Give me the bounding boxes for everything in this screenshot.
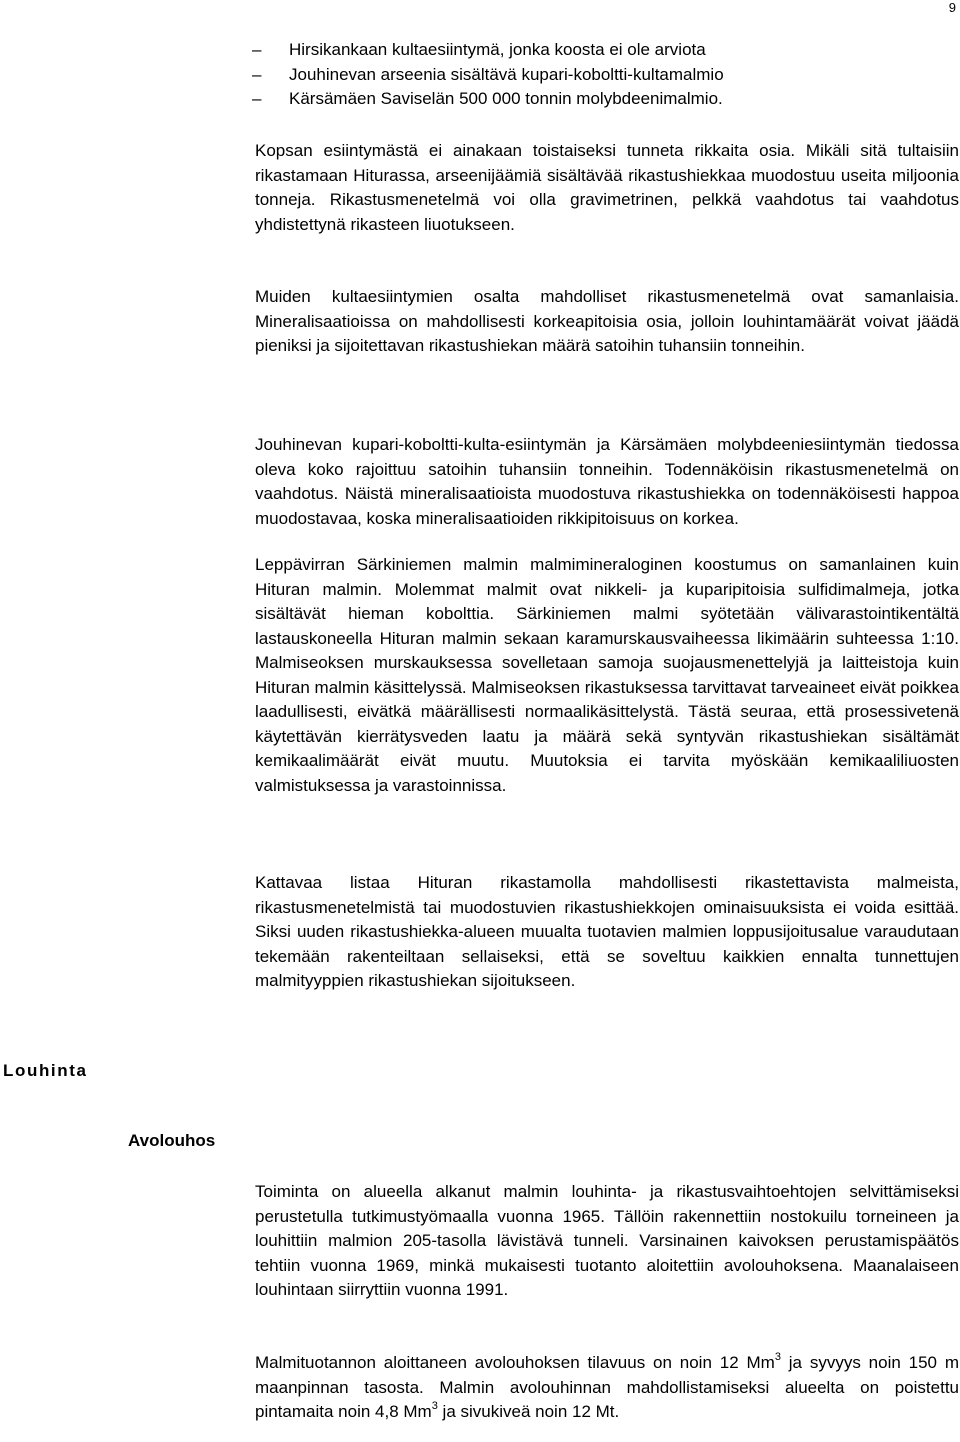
paragraph-malmituotanto — [255, 1351, 959, 1425]
paragraph-muut-kultaesiintymat: Muiden kultaesiintymien osalta mahdolliset rikastusmenetelmä ovat samanlaisia. Mineralisaatioissa on mahdollisesti korkeapitoisia osia, jolloin louhintamäärät voivat jäädä pieniksi ja sijoitettavan rikastushiekan määrä satoihin tuhansiin tonneihin. — [255, 287, 959, 355]
bullet-dash: – — [252, 64, 262, 84]
superscript: 3 — [774, 1351, 781, 1364]
bullet-list — [252, 38, 952, 112]
bullet-item — [252, 63, 952, 88]
section-heading-louhinta: Louhinta — [3, 1061, 88, 1080]
paragraph-jouhineva-karsamaki: Jouhinevan kupari-koboltti-kulta-esiintymän ja Kärsämäen molybdeeniesiintymän tiedossa oleva koko rajoittuu satoihin tuhansiin tonneihin. Todennäköisin rikastusmenetelmä on vaahdotus. Näistä mineralisaatioista muodostuva rikastushiekka on todennäköisesti happoa muodostavaa, koska mineralisaatioiden rikkipitoisuus on korkea. — [255, 435, 959, 528]
page-number: 9 — [948, 0, 956, 15]
bullet-dash: – — [252, 89, 262, 108]
bullet-item — [252, 38, 952, 63]
text-run: ja syvyys noin 150 m maanpinnan tasosta. Malmin avolouhinnan mahdollistamiseksi alueelta on poistettu pintamaita noin 4,8 Mm — [255, 1353, 959, 1421]
bullet-text: Jouhinevan arseenia sisältävä kupari-koboltti-kultamalmio — [289, 64, 724, 84]
text-run: Malmituotannon aloittaneen avolouhoksen tilavuus on noin 12 Mm — [255, 1353, 775, 1372]
text-run: ja sivukiveä noin 12 Mt. — [437, 1402, 620, 1421]
paragraph-sarkiniemi: Leppävirran Särkiniemen malmin malmimineraloginen koostumus on samanlainen kuin Hituran malmin. Molemmat malmit ovat nikkeli- ja kuparipitoisia sulfidimalmeja, jotka sisältävät hieman kobolttia. Särkiniemen malmi syötetään välivarastointikentältä lastauskoneella Hituran malmin sekaan karamurskausvaiheessa likimäärin suhteessa 1:10. Malmiseoksen murskauksessa sovelletaan samoja suojausmenettelyjä ja laitteistoja kuin Hituran malmin käsittelyssä. Malmiseoksen rikastuksessa tarvittavat tarveaineet eivät poikkea laadullisesti, eivätkä määrällisesti normaalikäsittelystä. Tästä seuraa, että prosessivetenä käytettävän kierrätysveden laatu ja määrä sekä syntyvän rikastushiekan sisältämät kemikaalimäärät eivät muutu. Muutoksia ei tarvita myöskään kemikaaliliuosten valmistuksessa ja varastoinnissa. — [255, 555, 959, 795]
bullet-item — [252, 87, 952, 112]
paragraph-kopsa: Kopsan esiintymästä ei ainakaan toistaiseksi tunneta rikkaita osia. Mikäli sitä tultaisiin rikastamaan Hiturassa, arseenijäämiä sisältävää rikastushiekkaa muodostuu useita miljoonia tonneja. Rikastusmenetelmä voi olla gravimetrinen, pelkkä vaahdotus tai vaahdotus yhdistettynä rikasteen liuotukseen. — [255, 141, 959, 234]
paragraph-toiminta: Toiminta on alueella alkanut malmin louhinta- ja rikastusvaihtoehtojen selvittämiseksi perustetulla tutkimustyömaalla vuonna 1965. Tällöin rakennettiin nostokuilu torneineen ja louhittiin malmion 205-tasolla lävistävä tunneli. Varsinainen kaivoksen perustamispäätös tehtiin vuonna 1969, minkä mukaisesti tuotanto aloitettiin avolouhoksena. Maanalaiseen louhintaan siirryttiin vuonna 1991. — [255, 1182, 959, 1299]
paragraph-kattava-lista: Kattavaa listaa Hituran rikastamolla mahdollisesti rikastettavista malmeista, rikastusmenetelmistä tai muodostuvien rikastushiekkojen ominaisuuksista ei voida esittää. Siksi uuden rikastushiekka-alueen muualta tuotavien malmien loppusijoitusalue varaudutaan tekemään rakenteiltaan sellaiseksi, että se soveltuu kaikkien ennalta tunnettujen malmityyppien rikastushiekan sijoitukseen. — [255, 873, 959, 990]
bullet-dash: – — [252, 40, 262, 59]
bullet-text: Kärsämäen Saviselän 500 000 tonnin molybdeenimalmio. — [289, 89, 723, 108]
subsection-heading-avolouhos: Avolouhos — [128, 1131, 216, 1150]
superscript: 3 — [431, 1400, 438, 1413]
bullet-text: Hirsikankaan kultaesiintymä, jonka koosta ei ole arviota — [289, 40, 706, 59]
